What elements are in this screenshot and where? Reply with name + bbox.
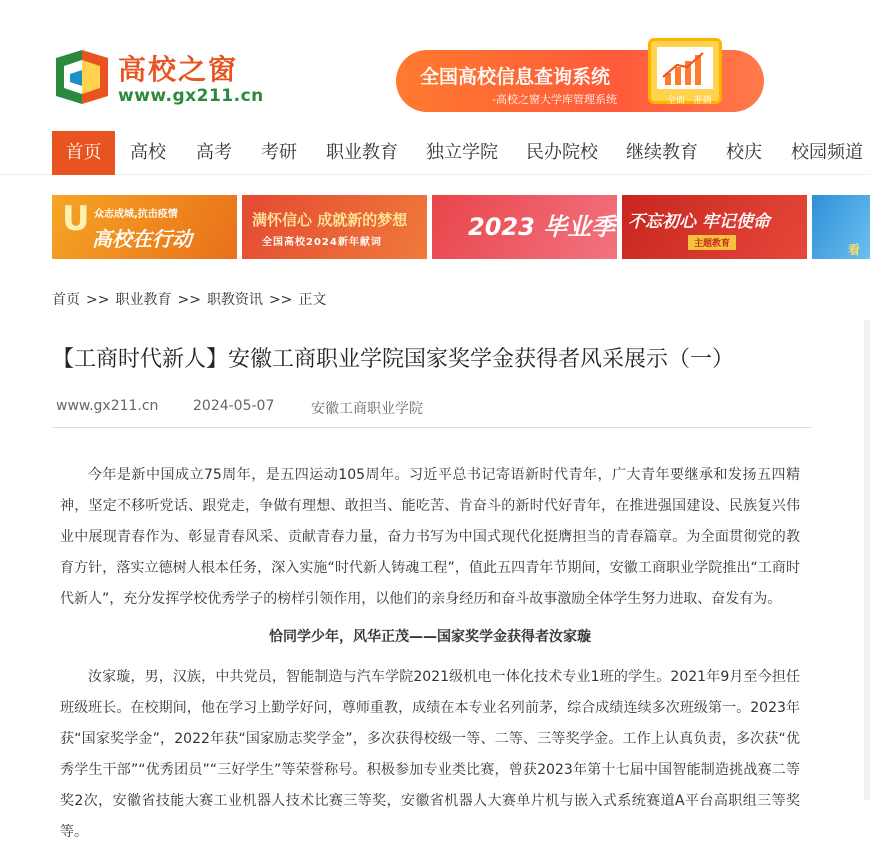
nav-item-postgrad[interactable]: 考研 (261, 142, 297, 163)
article-subheading: 恰同学少年，风华正茂——国家奖学金获得者汝家璇 (269, 629, 591, 645)
promo-screen-label: 全面 · 准确 (667, 96, 712, 106)
nav-item-vocational[interactable]: 职业教育 (326, 142, 398, 163)
banner-original-aspiration[interactable] (622, 195, 807, 259)
article-date: 2024-05-07 (193, 398, 275, 414)
article-title: 【工商时代新人】安徽工商职业学院国家奖学金获得者风采展示（一） (52, 347, 735, 372)
article-body (60, 460, 800, 848)
banner-partial[interactable] (812, 195, 870, 259)
banner-small-text: 众志成城,抗击疫情 (94, 209, 178, 220)
breadcrumb-current: 正文 (298, 292, 327, 308)
breadcrumb (52, 289, 332, 309)
article-author: 安徽工商职业学院 (311, 401, 423, 417)
breadcrumb-separator: >> (86, 292, 110, 308)
breadcrumb-separator: >> (268, 292, 293, 308)
nav-item-anniversary[interactable]: 校庆 (726, 142, 762, 163)
banner-small-text: 主题教育 (688, 235, 736, 250)
logo-title: 高校之窗 (118, 53, 239, 86)
chart-screen-icon (648, 38, 722, 104)
article-source[interactable]: www.gx211.cn (56, 398, 159, 414)
banner-new-year[interactable] (242, 195, 427, 259)
chart-screen-display (657, 47, 713, 89)
banner-graduation[interactable] (432, 195, 617, 259)
site-logo[interactable] (52, 46, 282, 110)
banner-u-letter: U (62, 199, 90, 239)
banner-partial-glyph: 看 (848, 243, 861, 257)
banner-fight-epidemic[interactable] (52, 195, 237, 259)
article-paragraph: 今年是新中国成立75周年，是五四运动105周年。习近平总书记寄语新时代青年，广大青年要继承和发扬五四精神，坚定不移听党话、跟党走，争做有理想、敢担当、能吃苦、肯奋斗的新时代好青年，在推进强国建设、民族复兴伟业中展现青春作为、彰显青春风采、贡献青春力量，奋力书写为中国式现代化挺膺担当的青春篇章。为全面贯彻党的教育方针，落实立德树人根本任务，深入实施“时代新人铸魂工程”，值此五四青年节期间，安徽工商职业学院推出“工商时代新人”，充分发挥学校优秀学子的榜样引领作用，以他们的亲身经历和奋斗故事激励全体学生努力进取、奋发有为。 (60, 467, 800, 607)
logo-url: www.gx211.cn (118, 86, 264, 106)
site-header (0, 0, 870, 125)
main-nav (0, 131, 870, 175)
nav-item-home[interactable]: 首页 (52, 131, 115, 175)
breadcrumb-vocational[interactable]: 职业教育 (115, 292, 172, 308)
banner-main-text: 2023 毕业季 (468, 213, 616, 241)
bar-chart-icon (657, 47, 713, 89)
meta-divider (52, 427, 812, 428)
banner-small-text: 全国高校2024新年献词 (262, 237, 382, 248)
query-system-banner[interactable] (396, 38, 764, 112)
promo-title: 全国高校信息查询系统 (420, 66, 611, 88)
nav-item-continuing[interactable]: 继续教育 (626, 142, 698, 163)
nav-item-campus[interactable]: 校园频道 (791, 142, 863, 163)
breadcrumb-home[interactable]: 首页 (52, 292, 80, 308)
nav-item-gaokao[interactable]: 高考 (196, 142, 232, 163)
promo-subtitle: -高校之窗大学库管理系统 (492, 93, 617, 106)
banner-main-text: 满怀信心 成就新的梦想 (252, 211, 408, 229)
logo-mark-icon (52, 48, 110, 106)
banner-main-text: 不忘初心 牢记使命 (628, 212, 770, 232)
nav-item-independent[interactable]: 独立学院 (426, 142, 498, 163)
article-paragraph: 汝家璇，男，汉族，中共党员，智能制造与汽车学院2021级机电一体化技术专业1班的学生。2021年9月至今担任班级班长。在校期间，他在学习上勤学好问，尊师重教，成绩在本专业名列前茅，综合成绩连续多次班级第一。2023年获“国家奖学金”，2022年获“国家励志奖学金”，多次获得校级一等、二等、三等奖学金。工作上认真负责，多次获“优秀学生干部”“优秀团员”“三好学生”等荣誉称号。积极参加专业类比赛，曾获2023年第十七届中国智能制造挑战赛二等奖2次，安徽省技能大赛工业机器人技术比赛三等奖，安徽省机器人大赛单片机与嵌入式系统赛道A平台高职组三等奖等。 (60, 669, 800, 840)
nav-item-private[interactable]: 民办院校 (526, 142, 598, 163)
nav-item-universities[interactable]: 高校 (130, 142, 166, 163)
banner-main-text: 高校在行动 (92, 227, 192, 251)
breadcrumb-separator: >> (177, 292, 201, 308)
topic-banners (52, 195, 870, 259)
breadcrumb-news[interactable]: 职教资讯 (206, 292, 263, 308)
right-edge-strip (864, 320, 870, 800)
